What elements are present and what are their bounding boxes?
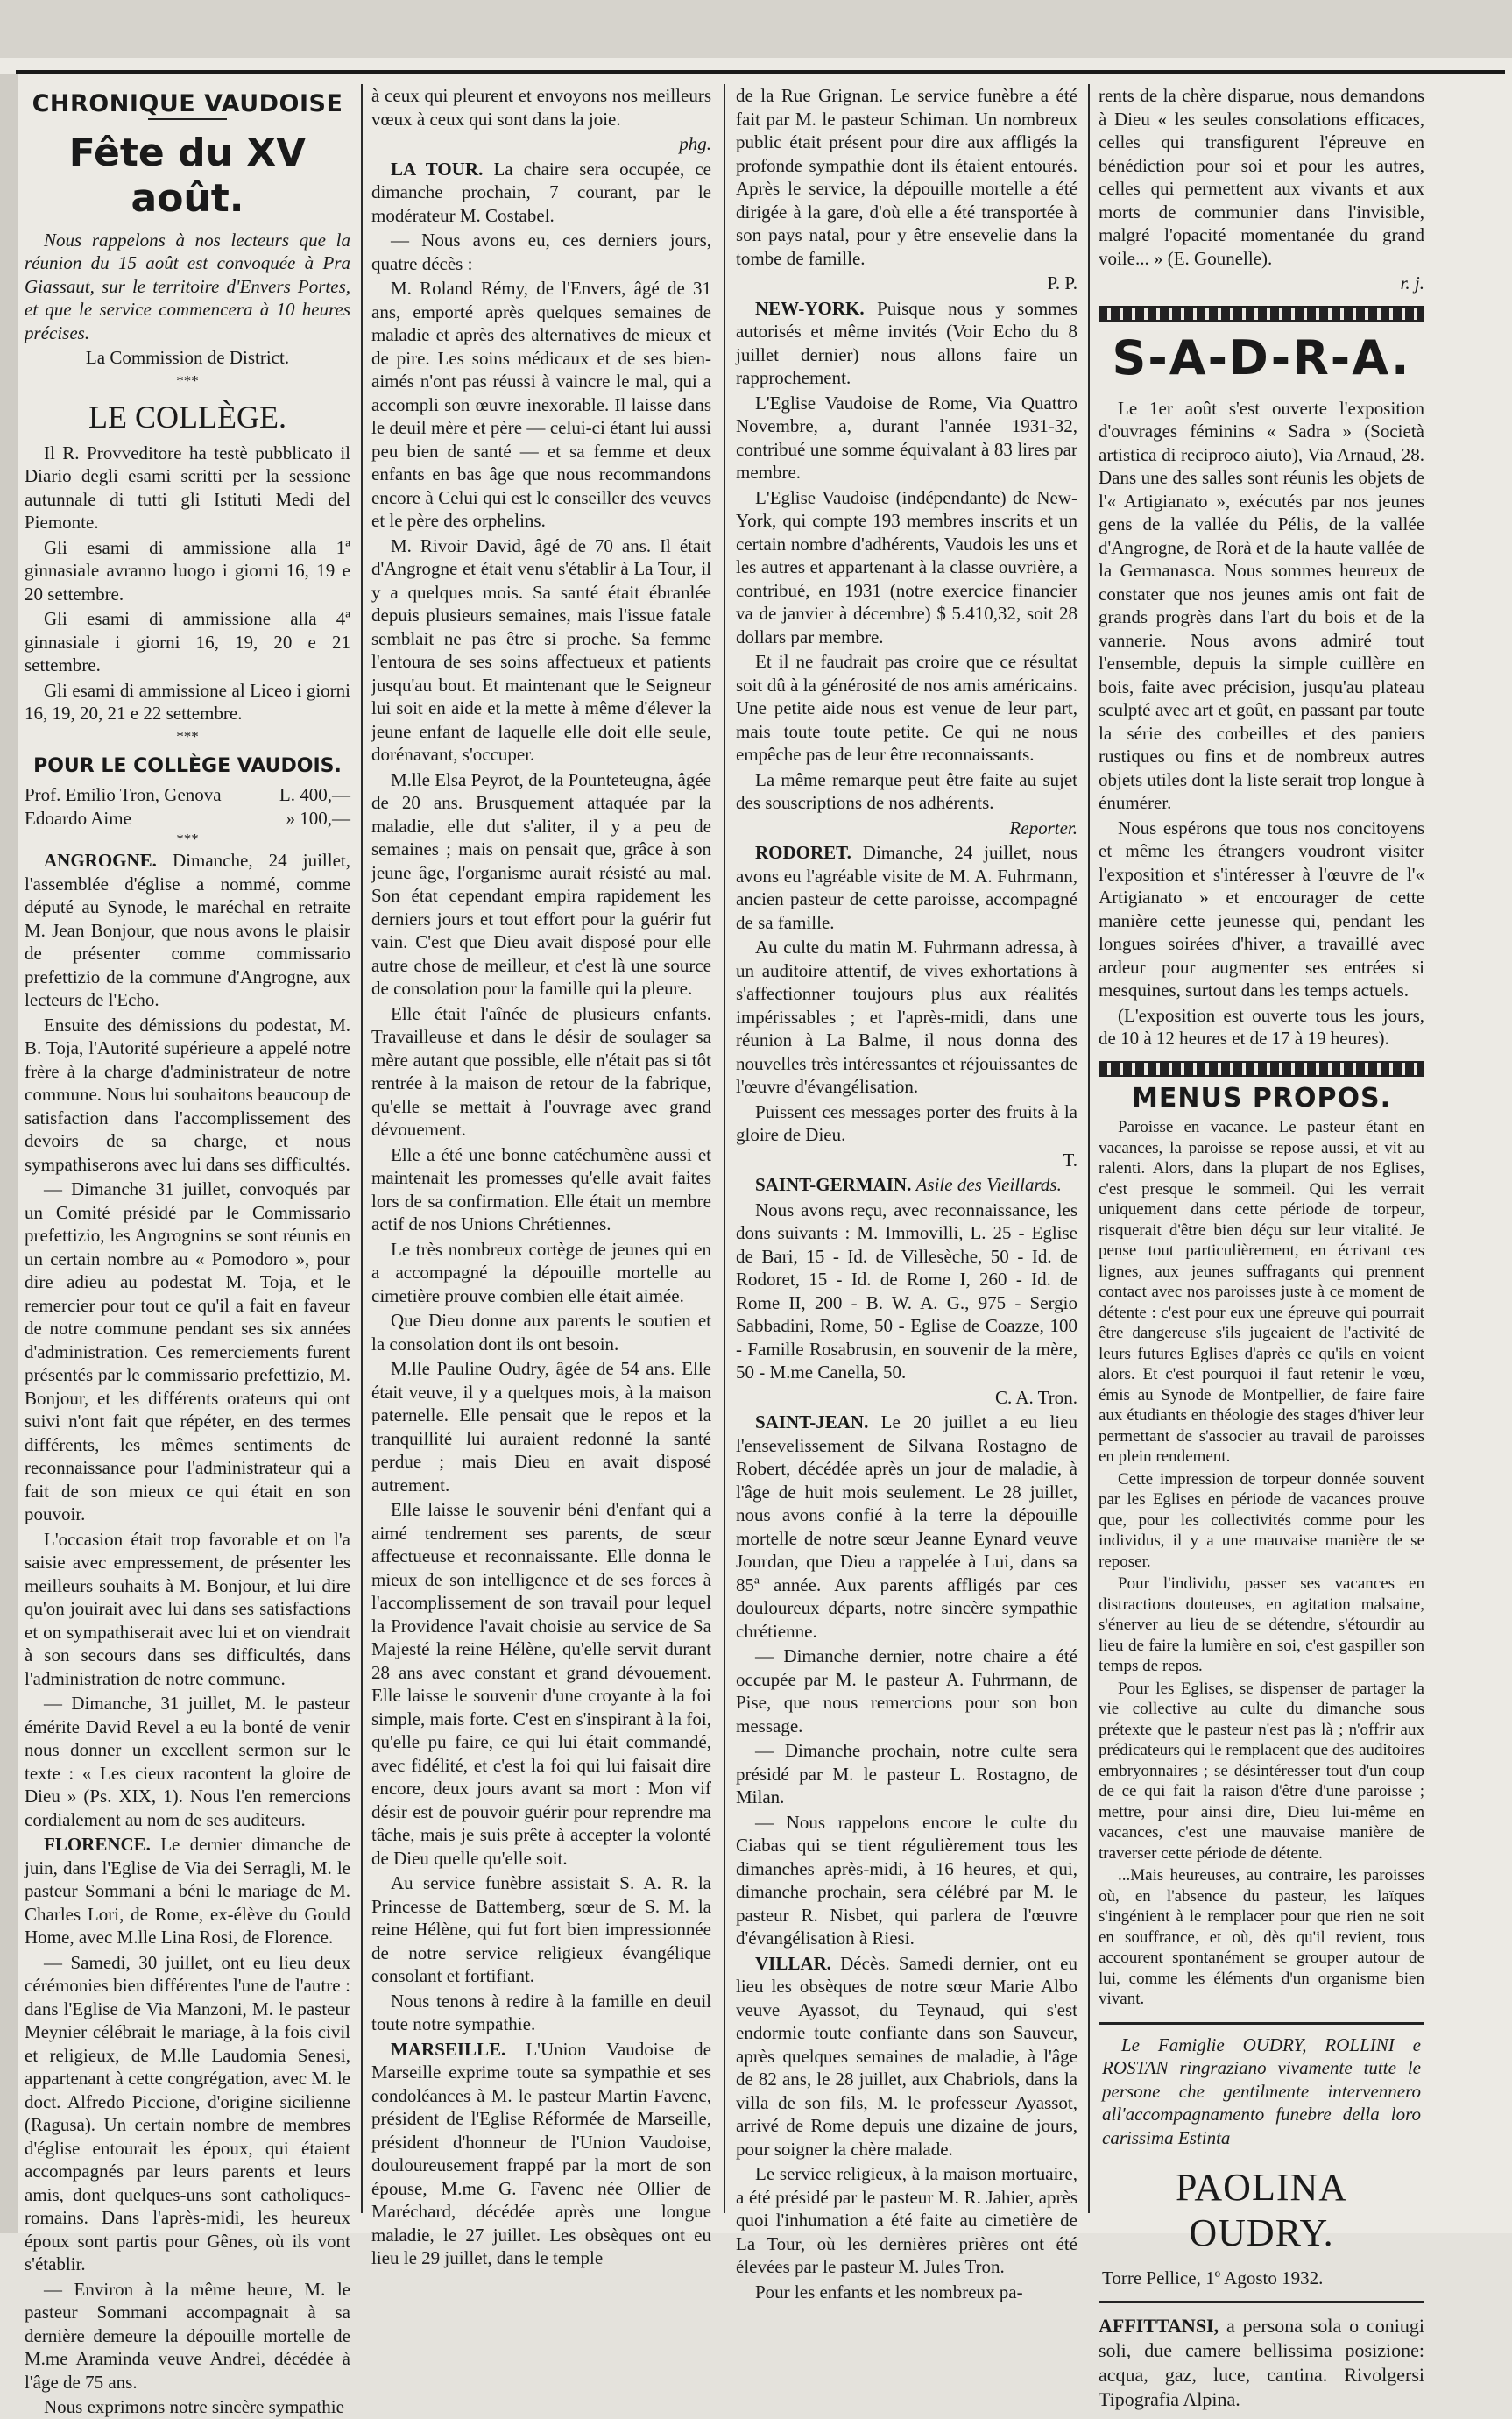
place-name: FLORENCE. bbox=[44, 1834, 151, 1855]
notice-text: Le Famiglie OUDRY, ROLLINI e ROSTAN ringraziano vivamente tutte le persone che gentilmente intervennero all'accompagnamento funebre della loro carissima Estinta bbox=[1102, 2034, 1421, 2148]
article-paragraph: — Samedi, 30 juillet, ont eu lieu deux cérémonies bien différentes l'une de l'autre : dans l'Eglise de Via Manzoni, M. le pasteur Meynier célébrait le mariage, à la fois civil et religieux, de M.lle Laudomia Senesi, appartenant à cette congrégation, avec M. le doct. Alfredo Piccione, d'origine sicilienne (Ragusa). Un certain nombre de membres d'église entourait les époux, qui étaient accompagnés par leurs parents et leurs amis, dont quelques-uns sont catholiques-romains. Dans l'après-midi, les heureux époux sont partis pour Gênes, où ils vont s'établir. bbox=[25, 1951, 350, 2274]
funeral-notice bbox=[1099, 2022, 1424, 2303]
header-rule bbox=[16, 70, 1505, 74]
signature: La Commission de District. bbox=[85, 347, 290, 368]
article-paragraph: Le 1er août s'est ouverte l'exposition d'ouvrages féminins « Sadra » (Società artistica di reciproco aiuto), Via Arnaud, 28. Dans une des salles sont réunis les objets de l'« Artigianato », exécutés par nos jeunes gens de la vallée du Pélis, de la vallée d'Angrogne, de Rorà et de la haute vallée de la Germanasca. Nous sommes heureux de constater que nos jeunes amis ont fait de grands progrès dans l'art du bois et de la vannerie. Nous avons admiré tout l'ensemble, depuis la simple cuillère en bois, faite avec précision, jusqu'au plateau sculpté avec art et goût, en passant par toute la série des corbeilles et des paniers rustiques ou fins et de nombreux autres objets utiles dont la liste serait trop longue à énumérer. bbox=[1099, 397, 1424, 813]
article-paragraph: MARSEILLE. L'Union Vaudoise de Marseille exprime toute sa sympathie et ses condoléances à M. le pasteur Martin Favenc, président de l'Eglise Réformée de Marseille, président d'honneur de l'Union Vaudoise, douloureusement frappé par la mort de son épouse, M.me G. Favenc née Ollier de Maréchard, décédée après une longue maladie, le 27 juillet. Les obsèques ont eu lieu le 29 juillet, dans le temple bbox=[371, 2038, 711, 2268]
article-paragraph: NEW-YORK. Puisque nous y sommes autorisés et même invités (Voir Echo du 8 juillet dernier) nous allons faire un rapprochement. bbox=[736, 297, 1078, 388]
signature: C. A. Tron. bbox=[995, 1386, 1077, 1408]
article-paragraph: Cette impression de torpeur donnée souvent par les Eglises en période de vacances prouve que, pour les collectivités comme pour les individus, il y a une mauvaise manière de se reposer. bbox=[1099, 1469, 1424, 1571]
article-paragraph: de la Rue Grignan. Le service funèbre a été fait par M. le pasteur Schiman. Un nombreux public était présent pour dire aux affligés la profonde sympathie dont ils étaient entourés. Après le service, la dépouille mortelle a été dirigée à la gare, d'où elle a été transportée à son pays natal, pour y être ensevelie dans la tombe de famille. bbox=[736, 85, 1077, 269]
article-paragraph: M. Rivoir David, âgé de 70 ans. Il était d'Angrogne et était venu s'établir à La Tour, il y a quelques mois. Sa santé était ébranlée depuis plusieurs semaines, mais l'issue fatale semblait ne pas être si proche. Sa femme l'entoura de ses soins affectueux et patients jusqu'au bout. Et maintenant que le Seigneur lui soit en aide et la mette à même d'élever la jeune enfant de laquelle elle doit elle seule, dorénavant, s'occuper. bbox=[371, 534, 711, 765]
article-title: POUR LE COLLÈGE VAUDOIS. bbox=[33, 754, 342, 777]
article-paragraph: L'occasion était trop favorable et on l'a saisie avec empressement, de présenter les meilleurs souhaits à M. Bonjour, et lui dire qu'on jouirait avec lui dans ses satisfactions et on sympathiserait avec lui et on viendrait à son secours dans ses difficultés, dans l'administration de notre commune. bbox=[25, 1528, 350, 1689]
article-paragraph: Pour les enfants et les nombreux pa- bbox=[755, 2281, 1023, 2302]
column-3 bbox=[736, 84, 1078, 2302]
article-paragraph: rents de la chère disparue, nous demandons à Dieu « les seules consolations efficaces, celles qui transfigurent l'épreuve en bénédiction pour soi et pour les autres, celles qui permettent aux vivants et aux morts de communier dans l'invisible, malgré l'opacité momentanée du grand voile... » (E. Gounelle). bbox=[1099, 85, 1424, 269]
place-name: SAINT-JEAN. bbox=[755, 1411, 869, 1432]
article-paragraph: Que Dieu donne aux parents le soutien et la consolation dont ils ont besoin. bbox=[371, 1310, 711, 1354]
place-name: RODORET. bbox=[755, 842, 851, 863]
article-paragraph: Nous tenons à redire à la famille en deuil toute notre sympathie. bbox=[371, 1990, 711, 2034]
article-paragraph: (L'exposition est ouverte tous les jours, de 10 à 12 heures et de 17 à 19 heures). bbox=[1099, 1004, 1424, 1049]
headline: Fête du XV août. bbox=[68, 130, 307, 221]
section-header: CHRONIQUE VAUDOISE bbox=[32, 90, 343, 117]
article-paragraph: Pour les Eglises, se dispenser de partager la vie collective au culte du dimanche sous prétexte que le pasteur n'est pas là ; n'offrir aux prédicateurs qui le remplacent que des auditoires embryonnaires ; se désintéresser tout d'un coup de ce qui fait la raison d'être d'une paroisse ; mettre, pour ainsi dire, Dieu lui-même en vacances, c'est une mauvaise manière de traverser cette période de détente. bbox=[1099, 1679, 1424, 1863]
article-paragraph: M. Roland Rémy, de l'Envers, âgé de 31 ans, emporté après quelques semaines de maladie et après des alternatives de mieux et de pire. Les soins médicaux et de ses bien-aimés n'ont pas réussi à vaincre le mal, qui a accompli son œuvre inexorable. Il laisse dans le deuil mère et père — celui-ci étant lui aussi peu bien de santé — et sa femme et deux enfants en bas âge que nous recommandons encore à Celui qui est le conseiller des veuves et le père des orphelins. bbox=[371, 278, 711, 531]
article-paragraph: Elle laisse le souvenir béni d'enfant qui a aimé tendrement ses parents, de sœur affectueuse et reconnaissante. Elle donna le mieux de son intelligence et de ses forces à l'accomplissement de son travail pour lequel la Providence l'avait choisie au service de Sa Majesté la reine Hélène, qu'elle servit durant 28 ans avec constant et grand dévouement. Elle laisse le souvenir d'une croyante à la foi simple, mais forte. C'est en s'inspirant à la foi, qu'elle pu faire, ce qui lui était commandé, avec fidélité, et c'est la foi qui lui faisait dire encore, deux jours avant sa mort : Mon vif désir est de pouvoir guérir pour reprendre ma tâche, mais je suis prête à accepter la volonté de Dieu quelle qu'elle soit. bbox=[371, 1499, 711, 1869]
article-paragraph: SAINT-GERMAIN. Asile des Vieillards. bbox=[755, 1174, 1062, 1195]
place-name: NEW-YORK. bbox=[755, 297, 865, 319]
column-rule bbox=[361, 84, 363, 2213]
binding-strip bbox=[0, 74, 18, 2233]
decorative-border bbox=[1099, 1061, 1424, 1077]
donation-row bbox=[25, 783, 350, 807]
article-paragraph: Pour l'individu, passer ses vacances en distractions douteuses, en agitation malsaine, s'énerver au lieu de se détendre, s'étourdir au lieu de faire la lumière en soi, c'est gaspiller son temps de repos. bbox=[1099, 1574, 1424, 1675]
article-paragraph: L'Eglise Vaudoise de Rome, Via Quattro Novembre, a, durant l'année 1931-32, contribué une somme équivalant à 83 lires par membre. bbox=[736, 392, 1077, 483]
signature: phg. bbox=[679, 133, 711, 154]
article-paragraph: ...Mais heureuses, au contraire, les paroisses où, en l'absence du pasteur, les laïques s'ingénient à le remplacer pour que rien ne soit en souffrance, et où, dès qu'il revient, tous accourent spontanément se grouper autour de lui, comme les éléments d'un organisme bien vivant. bbox=[1099, 1866, 1424, 2008]
place-name: VILLAR. bbox=[755, 1952, 831, 1974]
donor-name: Prof. Emilio Tron, Genova bbox=[25, 784, 222, 805]
article-paragraph: VILLAR. Décès. Samedi dernier, ont eu lieu les obsèques de notre sœur Marie Albo veuve Ayassot, du Teynaud, qui s'est endormie toute confiante dans son Sauveur, après quelques semaines de maladie, à l'âge de 82 ans, le 28 juillet, aux Chabriols, dans la villa de son fils, M. le professeur Ayassot, arrivé de Rome depuis une dizaine de jours, pour soigner la chère malade. bbox=[736, 1952, 1077, 2160]
article-paragraph: RODORET. Dimanche, 24 juillet, nous avons eu l'agréable visite de M. A. Fuhrmann, ancien pasteur de cette paroisse, accompagné de sa famille. bbox=[736, 842, 1078, 933]
article-paragraph: SAINT-JEAN. Le 20 juillet a eu lieu l'ensevelissement de Silvana Rostagno de Robert, décédée après un jour de maladie, à l'âge de huit mois seulement. Le 28 juillet, nous avons confié à la terre la dépouille mortelle de notre sœur Jeanne Eynard veuve Jourdan, que Dieu a rappelée à Lui, dans sa 85ª année. Aux parents affligés par ces douloureux départs, notre sincère sympathie chrétienne. bbox=[736, 1411, 1077, 1642]
article-paragraph: — Environ à la même heure, M. le pasteur Sommani accompagnait à sa dernière demeure la dépouille mortelle de M.me Araminda veuve Andrei, décédée à l'âge de 75 ans. bbox=[25, 2278, 350, 2393]
notice-place-date: Torre Pellice, 1º Agosto 1932. bbox=[1102, 2267, 1324, 2288]
place-name: MARSEILLE. bbox=[391, 2038, 506, 2060]
place-name: SAINT-GERMAIN. bbox=[755, 1174, 912, 1195]
article-paragraph: à ceux qui pleurent et envoyons nos meilleurs vœux à ceux qui sont dans la joie. bbox=[371, 85, 711, 130]
article-paragraph: Le service religieux, à la maison mortuaire, a été présidé par le pasteur M. R. Jahier, après quoi l'inhumation a été faite au cimetière de La Tour, où les dernières prières ont été élevées par le pasteur M. Jules Tron. bbox=[736, 2163, 1077, 2277]
ornament-rule bbox=[148, 118, 227, 124]
article-paragraph: Gli esami di ammissione alla 4ª ginnasiale i giorni 16, 19, 20 e 21 settembre. bbox=[25, 608, 350, 675]
article-paragraph: Ensuite des démissions du podestat, M. B. Toja, l'Autorité supérieure a appelé notre frère à la charge d'administrateur de notre commune. Nous lui souhaitons beaucoup de satisfaction dans l'accomplissement des devoirs de sa charge, et nous sympathiserons avec lui dans ses difficultés. bbox=[25, 1014, 350, 1175]
article-paragraph: Il R. Provveditore ha testè pubblicato il Diario degli esami scritti per la sessione autunnale di tutti gli Istituti Medi del Piemonte. bbox=[25, 442, 350, 533]
article-paragraph: Elle était l'aînée de plusieurs enfants. Travailleuse et dans le désir de soulager sa mère autant que possible, elle n'était pas si tôt rentrée à la maison de retour de la fabrique, qu'elle se mettait à l'ouvrage avec grand dévouement. bbox=[371, 1002, 711, 1140]
notice-name: PAOLINA OUDRY. bbox=[1175, 2166, 1348, 2254]
signature: Reporter. bbox=[1009, 817, 1077, 838]
article-paragraph: Au service funèbre assistait S. A. R. la Princesse de Battemberg, sœur de S. M. la reine Hélène, qui fut fort bien impressionnée de notre service religieux évangélique consolant et fortifiant. bbox=[371, 1872, 711, 1986]
separator-stars: *** bbox=[176, 727, 199, 745]
article-paragraph: — Dimanche, 31 juillet, M. le pasteur émérite David Revel a eu la bonté de venir nous donner un excellent sermon sur le texte : « Les cieux racontent la gloire de Dieu » (Ps. XIX, 1). Nous l'en remercions cordialement au nom de ses auditeurs. bbox=[25, 1693, 350, 1830]
separator-stars: *** bbox=[176, 371, 199, 389]
article-paragraph: Elle a été une bonne catéchumène aussi et maintenait les promesses qu'elle avait faites lors de sa confirmation. Elle était un membre actif de nos Unions Chrétiennes. bbox=[371, 1143, 711, 1234]
place-name: ANGROGNE. bbox=[44, 850, 157, 871]
article-paragraph: Nous avons reçu, avec reconnaissance, les dons suivants : M. Immovilli, L. 25 - Eglise de Bari, 15 - Id. de Villesèche, 50 - Id. de Rodoret, 15 - Id. de Rome I, 260 - Id. de Rome II, 200 - B. W. A. G., 975 - Sergio Sabbadini, Rome, 50 - Eglise de Coazze, 100 - Famille Rosabrusin, en souvenir de la mère, 50 - M.me Canella, 50. bbox=[736, 1199, 1077, 1383]
article-paragraph: Nous rappelons à nos lecteurs que la réunion du 15 août est convoquée à Pra Giassaut, sur le territoire d'Envers Portes, et que le service commencera à 10 heures précises. bbox=[25, 229, 350, 343]
signature: r. j. bbox=[1400, 272, 1424, 294]
article-title: MENUS PROPOS. bbox=[1132, 1082, 1391, 1114]
article-paragraph: ANGROGNE. Dimanche, 24 juillet, l'assemblée d'église a nommé, comme député au Synode, le maréchal en retraite M. Jean Bonjour, que nous avons le plaisir de présenter comme commissario prefettizio de la commune d'Angrogne, aux lecteurs de l'Echo. bbox=[25, 850, 350, 1010]
article-paragraph: — Dimanche prochain, notre culte sera présidé par M. le pasteur L. Rostagno, de Milan. bbox=[736, 1740, 1077, 1807]
donor-name: Edoardo Aime bbox=[25, 807, 131, 829]
article-paragraph: Au culte du matin M. Fuhrmann adressa, à un auditoire attentif, de vives exhortations à s'affectionner toujours plus aux réalités impérissables ; et l'après-midi, dans une réunion à La Balme, il nous donna des nouvelles très intéressantes et réjouissantes de l'œuvre d'évangélisation. bbox=[736, 937, 1077, 1097]
donation-row bbox=[25, 807, 350, 831]
article-paragraph: Nous espérons que tous nos concitoyens et même les étrangers voudront visiter l'exposition et s'intéresser à l'œuvre de l'« Artigianato » et encourager de cette manière cette jeunesse qui, pendant les longues soirées d'hiver, a travaillé avec ardeur pour augmenter ses entrées si mesquines, surtout dans les temps actuels. bbox=[1099, 817, 1424, 1001]
article-paragraph: M.lle Elsa Peyrot, de la Pounteteugna, âgée de 20 ans. Brusquement attaquée par la maladie, elle dut s'aliter, il y a peu de semaines ; mais on pensait que, grâce à son jeune âge, l'organisme aurait résisté au mal. Son état cependant empira rapidement les derniers jours et tout effort pour la guérir fut vain. C'est que Dieu avait disposé pour elle autre chose de meilleur, et c'est là une source de consolation pour la famille qui la pleure. bbox=[371, 768, 711, 999]
article-title: LE COLLÈGE. bbox=[88, 399, 286, 435]
signature: P. P. bbox=[1047, 272, 1077, 294]
donation-amount: » 100,— bbox=[286, 807, 350, 829]
ad-heading: AFFITTANSI, bbox=[1099, 2314, 1219, 2337]
column-2 bbox=[371, 84, 711, 2268]
page-top-margin bbox=[0, 0, 1512, 58]
classified-ad: AFFITTANSI, a persona sola o coniugi soli, due camere bellissima posizione: acqua, gaz, luce, cantina. Rivolgersi Tipografia Alpina. bbox=[1099, 2314, 1425, 2410]
column-rule bbox=[1088, 84, 1090, 2213]
decorative-border bbox=[1099, 306, 1424, 322]
article-paragraph: LA TOUR. La chaire sera occupée, ce dimanche prochain, 7 courant, par le modérateur M. Costabel. bbox=[371, 158, 711, 226]
donation-amount: L. 400,— bbox=[279, 784, 350, 805]
column-rule bbox=[724, 84, 725, 2213]
article-title: S-A-D-R-A. bbox=[1112, 329, 1411, 385]
article-paragraph: M.lle Pauline Oudry, âgée de 54 ans. Elle était veuve, il y a quelques mois, à la maison paternelle. Elle pensait que le repos et la tranquillité lui auraient redonné la santé perdue ; mais Dieu en avait disposé autrement. bbox=[371, 1358, 711, 1496]
article-paragraph: — Dimanche dernier, notre chaire a été occupée par M. le pasteur A. Fuhrmann, de Pise, que nous remercions pour son bon message. bbox=[736, 1645, 1077, 1736]
article-paragraph: Paroisse en vacance. Le pasteur étant en vacances, la paroisse se repose aussi, et vit au ralenti. Alors, dans la plupart de nos Eglises, c'est presque le sommeil. Qui les verrait uniquement dans cette période de torpeur, risquerait d'être bien déçu sur leur vitalité. Je pense tout particulièrement, en écrivant ces lignes, aux jeunes suffragants qui prennent contact avec nos paroisses juste à ce moment de détente : c'est pour eux une épreuve qui pourrait être dangereuse s'ils jugeaient de l'activité de leurs futures Eglises d'après ce qu'ils en voient alors. Et c'est pourquoi il faut retenir le vœu, émis au Synode de Montpellier, de faire faire aux étudiants en théologie des stages d'hiver leur permettant de s'associer au travail de paroisses en plein rendement. bbox=[1099, 1118, 1424, 1466]
article-paragraph: FLORENCE. Le dernier dimanche de juin, dans l'Eglise de Via dei Serragli, M. le pasteur Sommani a béni le mariage de M. Charles Lori, de Rome, ex-élève du Gould Home, avec M.lle Lina Rosi, de Florence. bbox=[25, 1834, 350, 1948]
article-paragraph: La même remarque peut être faite au sujet des souscriptions de nos adhérents. bbox=[736, 768, 1077, 813]
article-paragraph: — Dimanche 31 juillet, convoqués par un Comité présidé par le Commissario prefettizio, les Angrognins se sont réunis en un certain nombre au « Pomodoro », pour dire adieu au podestat M. Toja, et le remercier pour tout ce qu'il a fait en faveur de notre commune pendant ses six années d'administration. Ces remerciements furent présentés par le commissario prefettizio, M. Bonjour, et les différents orateurs qui ont suivi n'ont fait que répéter, en des termes différents, les mêmes sentiments de reconnaissance pour l'administrateur qui a fait de son mieux ce qui était en son pouvoir. bbox=[25, 1178, 350, 1524]
article-paragraph: Et il ne faudrait pas croire que ce résultat soit dû à la générosité de nos amis américains. Une petite aide nous est venue de leur part, mais toute toute petite. Ce qui ne nous empêche pas de leur être reconnaissants. bbox=[736, 651, 1077, 765]
article-paragraph: — Nous avons eu, ces derniers jours, quatre décès : bbox=[371, 230, 711, 274]
article-paragraph: — Nous rappelons encore le culte du Ciabas qui se tient régulièrement tous les dimanches après-midi, à 16 heures, et qui, dimanche prochain, sera célébré par M. le pasteur R. Nisbet, qui parlera de l'œuvre d'évangélisation à Riesi. bbox=[736, 1811, 1077, 1949]
article-paragraph: Le très nombreux cortège de jeunes qui en a accompagné la dépouille mortelle au cimetière prouve combien elle était aimée. bbox=[371, 1238, 711, 1306]
column-4 bbox=[1099, 84, 1425, 2410]
separator-stars: *** bbox=[176, 831, 199, 847]
article-paragraph: Gli esami di ammissione alla 1ª ginnasiale avranno luogo i giorni 16, 19 e 20 settembre. bbox=[25, 536, 350, 605]
article-paragraph: L'Eglise Vaudoise (indépendante) de New-York, qui compte 193 membres inscrits et un certain nombre d'adhérents, Vaudois les uns et les autres et appartenant à la classe ouvrière, a contribué, en 1931 (notre exercice financier va de janvier à décembre) $ 5.410,32, soit 28 dollars par membre. bbox=[736, 486, 1077, 647]
signature: T. bbox=[1063, 1149, 1077, 1171]
place-name: LA TOUR. bbox=[391, 158, 484, 180]
article-paragraph: Gli esami di ammissione al Liceo i giorni 16, 19, 20, 21 e 22 settembre. bbox=[25, 679, 350, 724]
column-1 bbox=[25, 84, 350, 2417]
article-paragraph: Puissent ces messages porter des fruits à la gloire de Dieu. bbox=[736, 1100, 1077, 1145]
article-paragraph: Nous exprimons notre sincère sympathie bbox=[44, 2396, 344, 2417]
